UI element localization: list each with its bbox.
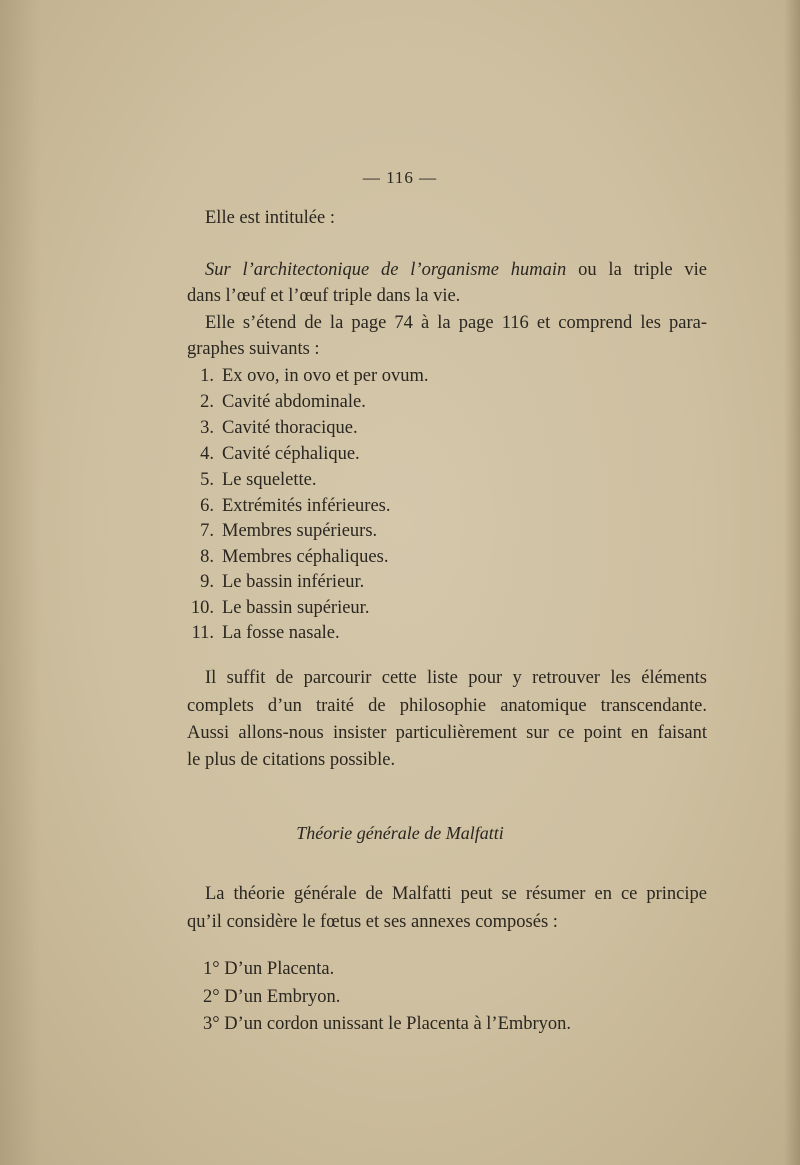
list-item-number: 8.	[200, 547, 214, 567]
list-item	[180, 519, 377, 543]
paragraph-line: le plus de citations possible.	[187, 750, 396, 770]
paragraph-line: La théorie générale de Malfatti peut se résumer en ce principe	[205, 884, 707, 904]
list-item-text: Le bassin inférieur.	[222, 572, 365, 592]
list-item-text: Cavité thoracique.	[222, 418, 358, 438]
list-item	[180, 416, 358, 440]
list-item-text: Extrémités inférieures.	[222, 496, 391, 516]
page-number: — 116 —	[362, 168, 438, 187]
component-item: 2° D’un Embryon.	[203, 987, 341, 1007]
work-title-continuation: dans l’œuf et l’œuf triple dans la vie.	[187, 286, 461, 306]
list-item-number: 2.	[200, 392, 214, 412]
list-item	[180, 364, 429, 388]
list-item-number: 10.	[190, 598, 214, 618]
paragraph-line: complets d’un traité de philosophie anatomique transcendante.	[187, 696, 707, 716]
list-item	[180, 596, 369, 620]
list-item	[180, 390, 366, 414]
extent-line-2: graphes suivants :	[187, 339, 320, 359]
list-item-number: 7.	[200, 521, 214, 541]
list-item	[180, 494, 391, 518]
component-item: 3° D’un cordon unissant le Placenta à l’Embryon.	[203, 1014, 572, 1034]
list-item-text: Cavité abdominale.	[222, 392, 366, 412]
work-title-line	[205, 258, 707, 282]
intro-line: Elle est intitulée :	[205, 208, 335, 228]
list-item	[180, 442, 360, 466]
list-item-number: 3.	[200, 418, 214, 438]
list-item	[180, 545, 388, 569]
list-item-number: 6.	[200, 496, 214, 516]
paragraph-line: qu’il considère le fœtus et ses annexes composés :	[187, 912, 558, 932]
list-item	[180, 570, 364, 594]
list-item-text: Le squelette.	[222, 470, 317, 490]
section-title: Théorie générale de Malfatti	[296, 823, 504, 843]
work-title-rest: ou la triple vie	[578, 260, 708, 280]
list-item-number: 5.	[200, 470, 214, 490]
component-item: 1° D’un Placenta.	[203, 959, 335, 979]
list-item	[180, 468, 317, 492]
list-item-text: Membres supérieurs.	[222, 521, 378, 541]
list-item-number: 4.	[200, 444, 214, 464]
paragraph-line: Aussi allons-nous insister particulièrement sur ce point en faisant	[187, 723, 707, 743]
list-item-text: La fosse nasale.	[222, 623, 340, 643]
list-item-number: 9.	[200, 572, 214, 592]
list-item-text: Membres céphaliques.	[222, 547, 389, 567]
list-item	[180, 621, 340, 645]
paragraph-line: Il suffit de parcourir cette liste pour y retrouver les éléments	[205, 668, 707, 688]
list-item-text: Le bassin supérieur.	[222, 598, 370, 618]
list-item-text: Cavité céphalique.	[222, 444, 360, 464]
work-title-italic: Sur l’architectonique de l’organisme humain	[205, 260, 567, 280]
list-item-text: Ex ovo, in ovo et per ovum.	[222, 366, 429, 386]
list-item-number: 1.	[200, 366, 214, 386]
extent-line-1: Elle s’étend de la page 74 à la page 116 et comprend les para-	[205, 313, 707, 333]
list-item-number: 11.	[191, 623, 214, 643]
